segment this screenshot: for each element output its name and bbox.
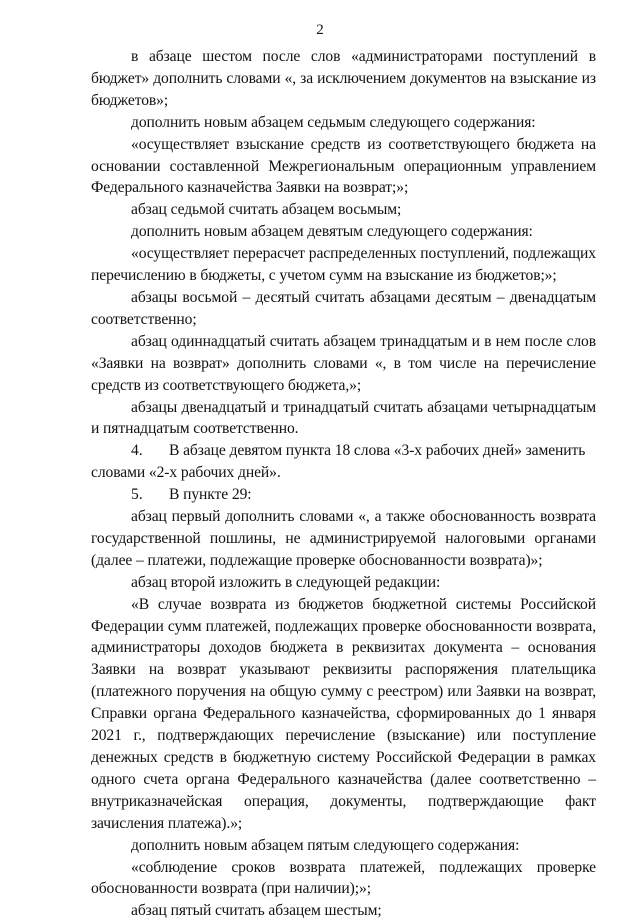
item-number: 5. bbox=[131, 486, 143, 504]
document-body bbox=[91, 46, 596, 922]
paragraph: абзацы двенадцатый и тринадцатый считать абзацами четырнадцатым и пятнадцатым соответственно. bbox=[91, 398, 596, 438]
item-text: В абзаце девятом пункта 18 слова «3-х рабочих дней» заменить bbox=[169, 442, 586, 460]
paragraph: дополнить новым абзацем девятым следующего содержания: bbox=[131, 223, 533, 241]
paragraph: абзац пятый считать абзацем шестым; bbox=[131, 902, 382, 920]
numbered-item-4 bbox=[91, 440, 596, 462]
page-number: 2 bbox=[316, 22, 324, 38]
item-number: 4. bbox=[131, 442, 143, 460]
paragraph: «осуществляет перерасчет распределенных поступлений, подлежащих перечислению в бюджеты, с учетом сумм на взыскание из бюджетов;»; bbox=[91, 245, 596, 285]
paragraph: дополнить новым абзацем пятым следующего содержания: bbox=[131, 836, 520, 854]
item-text: В пункте 29: bbox=[169, 486, 252, 504]
paragraph: «соблюдение сроков возврата платежей, подлежащих проверке обоснованности возврата (при наличии);»; bbox=[91, 858, 596, 898]
paragraph: абзац первый дополнить словами «, а также обоснованность возврата государственной пошлины, не администрируемой налоговыми органами (далее – платежи, подлежащие проверке обоснованности возврата)»; bbox=[91, 508, 596, 569]
paragraph: абзац седьмой считать абзацем восьмым; bbox=[131, 201, 402, 219]
paragraph: «осуществляет взыскание средств из соответствующего бюджета на основании составленной Межрегиональным операционным управлением Федерального казначейства Заявки на возврат;»; bbox=[91, 135, 596, 197]
paragraph: в абзаце шестом после слов «администраторами поступлений в бюджет» дополнить словами «, за исключением документов на взыскание из бюджетов»; bbox=[91, 48, 596, 109]
paragraph: «В случае возврата из бюджетов бюджетной системы Российской Федерации сумм платежей, подлежащих проверке обоснованности возврата, администраторы доходов бюджета в реквизитах документа – основания Заявки на возврат указывают реквизиты распоряжения плательщика (платежного поручения на общую сумму с реестром) или Заявки на возврат, Справки органа Федерального казначейства, сформированных до 1 января 2021 г., подтверждающих перечисление (взыскание) или поступление денежных средств в бюджетную систему Российской Федерации в рамках одного счета органа Федерального казначейства (далее соответственно – внутриказначейская операция, документы, подтверждающие факт зачисления платежа).»; bbox=[91, 595, 596, 832]
paragraph: абзацы восьмой – десятый считать абзацами десятым – двенадцатым соответственно; bbox=[91, 288, 596, 328]
paragraph: абзац одиннадцатый считать абзацем тринадцатым и в нем после слов «Заявки на возврат» дополнить словами «, в том числе на перечисление средств из соответствующего бюджета,»; bbox=[91, 332, 596, 394]
numbered-item-5 bbox=[91, 484, 596, 506]
paragraph: дополнить новым абзацем седьмым следующего содержания: bbox=[131, 113, 536, 131]
paragraph: абзац второй изложить в следующей редакции: bbox=[131, 573, 441, 591]
item-continuation: словами «2-х рабочих дней». bbox=[91, 464, 281, 482]
